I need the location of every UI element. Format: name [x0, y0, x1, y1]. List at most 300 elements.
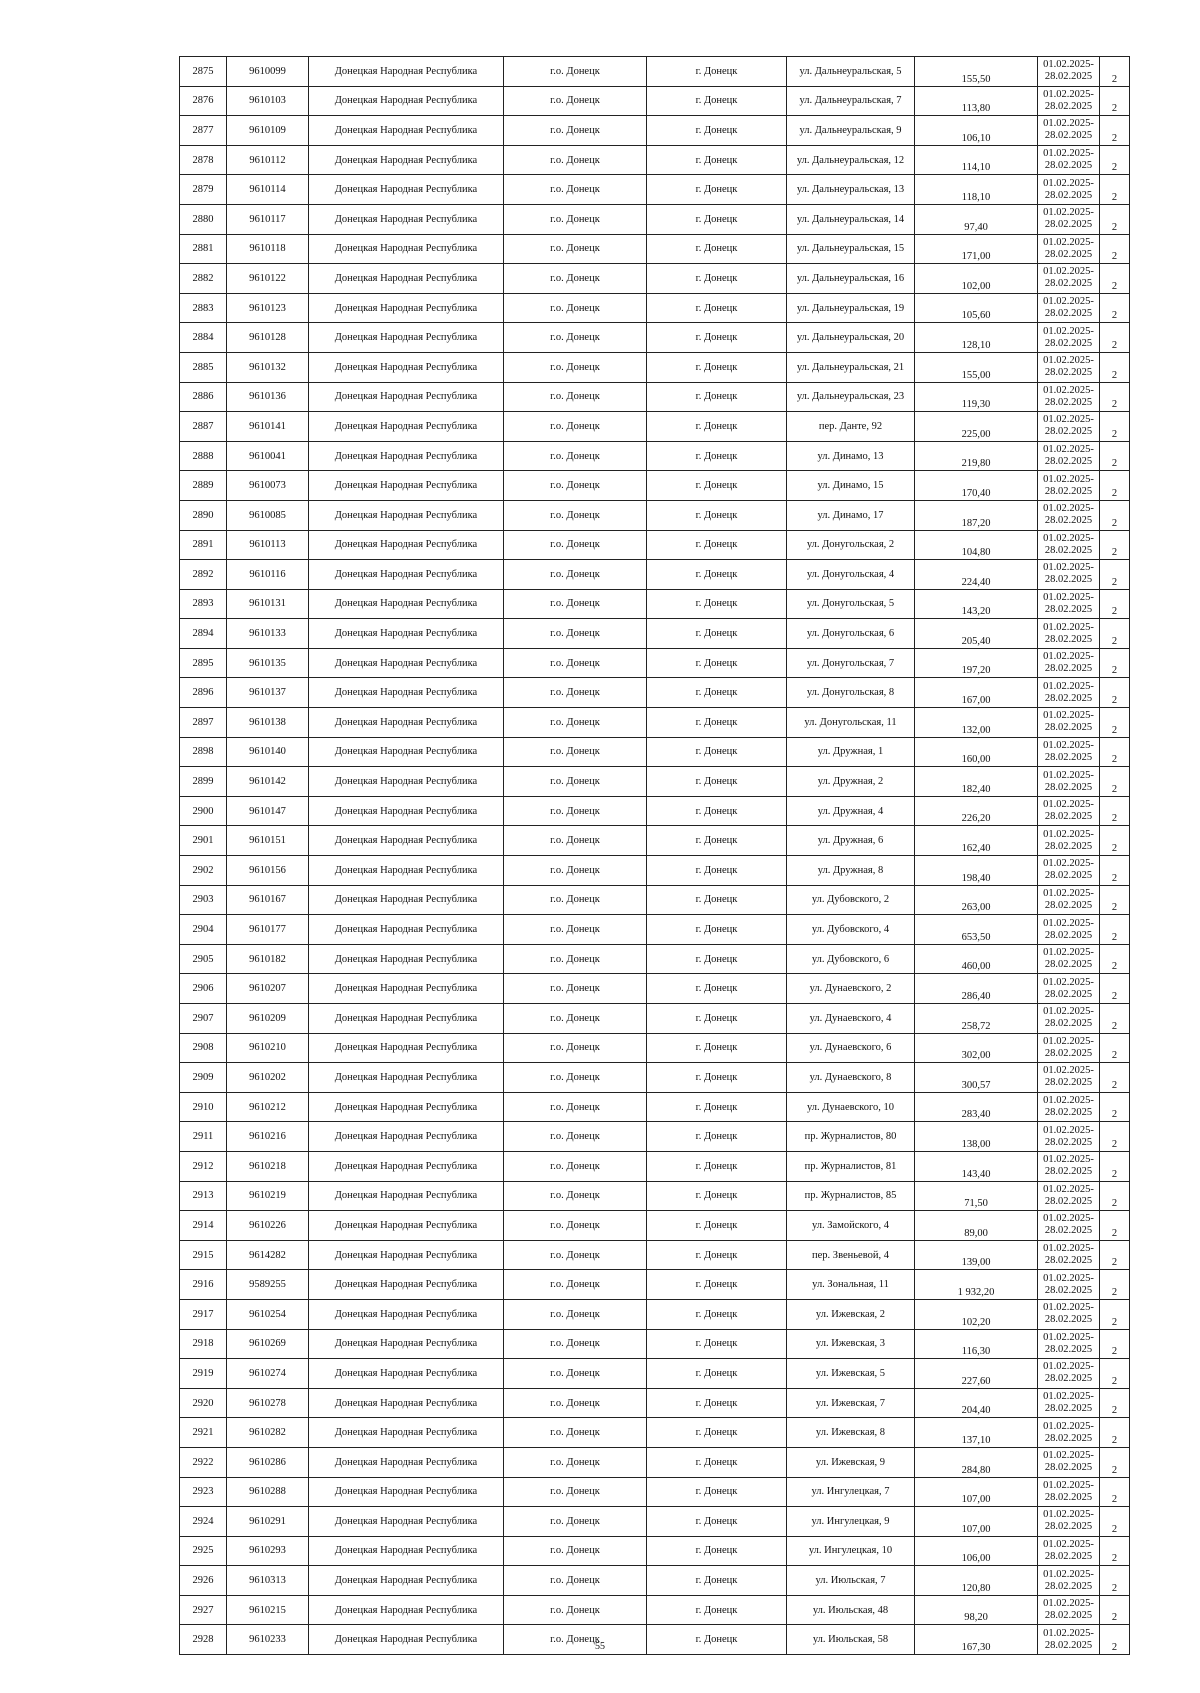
- row-number-cell: 2911: [180, 1122, 227, 1152]
- area-cell: 284,80: [915, 1447, 1038, 1477]
- row-number-cell: 2915: [180, 1240, 227, 1270]
- object-code-cell: 9610167: [227, 885, 309, 915]
- period-end: 28.02.2025: [1044, 337, 1093, 349]
- period-end: 28.02.2025: [1044, 219, 1093, 231]
- period-cell: [1038, 974, 1100, 1004]
- count-cell: 2: [1100, 678, 1130, 708]
- count-cell: 2: [1100, 382, 1130, 412]
- object-code-cell: 9610207: [227, 974, 309, 1004]
- period-start: 01.02.2025-: [1043, 414, 1094, 426]
- count-cell: 2: [1100, 234, 1130, 264]
- region-cell: Донецкая Народная Республика: [309, 1270, 504, 1300]
- table-row: [180, 737, 1130, 767]
- object-code-cell: 9610073: [227, 471, 309, 501]
- row-number-cell: 2900: [180, 796, 227, 826]
- row-number-cell: 2902: [180, 856, 227, 886]
- period-end: 28.02.2025: [1044, 781, 1093, 793]
- table-row: [180, 323, 1130, 353]
- row-number-cell: 2914: [180, 1211, 227, 1241]
- count-cell: 2: [1100, 175, 1130, 205]
- city-cell: г. Донецк: [647, 678, 787, 708]
- region-cell: Донецкая Народная Республика: [309, 767, 504, 797]
- row-number-cell: 2889: [180, 471, 227, 501]
- address-cell: ул. Дальнеуральская, 15: [787, 234, 915, 264]
- city-cell: г. Донецк: [647, 530, 787, 560]
- region-cell: Донецкая Народная Республика: [309, 1477, 504, 1507]
- table-row: [180, 1211, 1130, 1241]
- row-number-cell: 2906: [180, 974, 227, 1004]
- address-cell: ул. Дунаевского, 4: [787, 1004, 915, 1034]
- property-table-sheet: [179, 56, 1129, 1655]
- city-district-cell: г.о. Донецк: [504, 293, 647, 323]
- period-cell: [1038, 500, 1100, 530]
- table-row: [180, 1004, 1130, 1034]
- address-cell: ул. Дубовского, 2: [787, 885, 915, 915]
- address-cell: пер. Звеньевой, 4: [787, 1240, 915, 1270]
- period-start: 01.02.2025-: [1043, 207, 1094, 219]
- period-end: 28.02.2025: [1044, 1580, 1093, 1592]
- period-end: 28.02.2025: [1044, 959, 1093, 971]
- area-cell: 302,00: [915, 1033, 1038, 1063]
- region-cell: Донецкая Народная Республика: [309, 619, 504, 649]
- object-code-cell: 9610202: [227, 1063, 309, 1093]
- area-cell: 197,20: [915, 648, 1038, 678]
- object-code-cell: 9610274: [227, 1359, 309, 1389]
- count-cell: 2: [1100, 145, 1130, 175]
- area-cell: 114,10: [915, 145, 1038, 175]
- city-district-cell: г.о. Донецк: [504, 648, 647, 678]
- period-end: 28.02.2025: [1044, 1195, 1093, 1207]
- city-district-cell: г.о. Донецк: [504, 1270, 647, 1300]
- address-cell: ул. Динамо, 15: [787, 471, 915, 501]
- area-cell: 139,00: [915, 1240, 1038, 1270]
- object-code-cell: 9610138: [227, 708, 309, 738]
- period-start: 01.02.2025-: [1043, 1420, 1094, 1432]
- period-end: 28.02.2025: [1044, 1077, 1093, 1089]
- object-code-cell: 9610137: [227, 678, 309, 708]
- city-cell: г. Донецк: [647, 1151, 787, 1181]
- address-cell: ул. Дальнеуральская, 14: [787, 204, 915, 234]
- table-row: [180, 175, 1130, 205]
- area-cell: 226,20: [915, 796, 1038, 826]
- address-cell: ул. Ижевская, 9: [787, 1447, 915, 1477]
- region-cell: Донецкая Народная Республика: [309, 737, 504, 767]
- row-number-cell: 2919: [180, 1359, 227, 1389]
- city-cell: г. Донецк: [647, 737, 787, 767]
- table-row: [180, 1477, 1130, 1507]
- period-end: 28.02.2025: [1044, 988, 1093, 1000]
- area-cell: 198,40: [915, 856, 1038, 886]
- period-cell: [1038, 441, 1100, 471]
- city-cell: г. Донецк: [647, 1388, 787, 1418]
- period-end: 28.02.2025: [1044, 603, 1093, 615]
- region-cell: Донецкая Народная Республика: [309, 500, 504, 530]
- table-row: [180, 1063, 1130, 1093]
- area-cell: 205,40: [915, 619, 1038, 649]
- period-start: 01.02.2025-: [1043, 118, 1094, 130]
- row-number-cell: 2901: [180, 826, 227, 856]
- period-start: 01.02.2025-: [1043, 1095, 1094, 1107]
- table-row: [180, 293, 1130, 323]
- count-cell: 2: [1100, 1299, 1130, 1329]
- period-start: 01.02.2025-: [1043, 1006, 1094, 1018]
- table-row: [180, 708, 1130, 738]
- table-row: [180, 1447, 1130, 1477]
- count-cell: 2: [1100, 708, 1130, 738]
- period-start: 01.02.2025-: [1043, 591, 1094, 603]
- area-cell: 225,00: [915, 412, 1038, 442]
- city-cell: г. Донецк: [647, 1595, 787, 1625]
- city-cell: г. Донецк: [647, 382, 787, 412]
- object-code-cell: 9610177: [227, 915, 309, 945]
- period-end: 28.02.2025: [1044, 426, 1093, 438]
- city-district-cell: г.о. Донецк: [504, 1181, 647, 1211]
- region-cell: Донецкая Народная Республика: [309, 412, 504, 442]
- table-row: [180, 560, 1130, 590]
- period-end: 28.02.2025: [1044, 1343, 1093, 1355]
- region-cell: Донецкая Народная Республика: [309, 116, 504, 146]
- table-row: [180, 619, 1130, 649]
- period-cell: [1038, 737, 1100, 767]
- area-cell: 106,00: [915, 1536, 1038, 1566]
- table-row: [180, 1270, 1130, 1300]
- row-number-cell: 2910: [180, 1092, 227, 1122]
- period-end: 28.02.2025: [1044, 1225, 1093, 1237]
- count-cell: 2: [1100, 1240, 1130, 1270]
- area-cell: 105,60: [915, 293, 1038, 323]
- period-end: 28.02.2025: [1044, 722, 1093, 734]
- period-start: 01.02.2025-: [1043, 444, 1094, 456]
- area-cell: 89,00: [915, 1211, 1038, 1241]
- area-cell: 460,00: [915, 944, 1038, 974]
- period-end: 28.02.2025: [1044, 633, 1093, 645]
- address-cell: ул. Дальнеуральская, 23: [787, 382, 915, 412]
- period-start: 01.02.2025-: [1043, 739, 1094, 751]
- row-number-cell: 2891: [180, 530, 227, 560]
- period-end: 28.02.2025: [1044, 929, 1093, 941]
- period-cell: [1038, 1299, 1100, 1329]
- count-cell: 2: [1100, 796, 1130, 826]
- table-row: [180, 1507, 1130, 1537]
- period-end: 28.02.2025: [1044, 1166, 1093, 1178]
- area-cell: 118,10: [915, 175, 1038, 205]
- object-code-cell: 9610112: [227, 145, 309, 175]
- period-cell: [1038, 796, 1100, 826]
- address-cell: ул. Дунаевского, 2: [787, 974, 915, 1004]
- table-row: [180, 1566, 1130, 1596]
- address-cell: ул. Дубовского, 6: [787, 944, 915, 974]
- city-district-cell: г.о. Донецк: [504, 264, 647, 294]
- period-cell: [1038, 1595, 1100, 1625]
- period-end: 28.02.2025: [1044, 71, 1093, 83]
- object-code-cell: 9610142: [227, 767, 309, 797]
- period-end: 28.02.2025: [1044, 308, 1093, 320]
- city-district-cell: г.о. Донецк: [504, 1625, 647, 1655]
- region-cell: Донецкая Народная Республика: [309, 382, 504, 412]
- object-code-cell: 9610210: [227, 1033, 309, 1063]
- region-cell: Донецкая Народная Республика: [309, 708, 504, 738]
- address-cell: ул. Ижевская, 3: [787, 1329, 915, 1359]
- period-cell: [1038, 1122, 1100, 1152]
- period-cell: [1038, 412, 1100, 442]
- city-cell: г. Донецк: [647, 293, 787, 323]
- period-start: 01.02.2025-: [1043, 1391, 1094, 1403]
- city-cell: г. Донецк: [647, 826, 787, 856]
- period-start: 01.02.2025-: [1043, 799, 1094, 811]
- period-cell: [1038, 1211, 1100, 1241]
- area-cell: 653,50: [915, 915, 1038, 945]
- object-code-cell: 9610282: [227, 1418, 309, 1448]
- area-cell: 107,00: [915, 1477, 1038, 1507]
- table-row: [180, 915, 1130, 945]
- city-district-cell: г.о. Донецк: [504, 352, 647, 382]
- period-cell: [1038, 382, 1100, 412]
- area-cell: 162,40: [915, 826, 1038, 856]
- address-cell: пр. Журналистов, 81: [787, 1151, 915, 1181]
- city-district-cell: г.о. Донецк: [504, 1151, 647, 1181]
- area-cell: 137,10: [915, 1418, 1038, 1448]
- count-cell: 2: [1100, 1063, 1130, 1093]
- region-cell: Донецкая Народная Республика: [309, 1181, 504, 1211]
- region-cell: Донецкая Народная Республика: [309, 1211, 504, 1241]
- count-cell: 2: [1100, 767, 1130, 797]
- period-cell: [1038, 175, 1100, 205]
- address-cell: ул. Дальнеуральская, 9: [787, 116, 915, 146]
- region-cell: Донецкая Народная Республика: [309, 145, 504, 175]
- table-row: [180, 471, 1130, 501]
- area-cell: 283,40: [915, 1092, 1038, 1122]
- city-cell: г. Донецк: [647, 944, 787, 974]
- city-district-cell: г.о. Донецк: [504, 767, 647, 797]
- region-cell: Донецкая Народная Республика: [309, 944, 504, 974]
- count-cell: 2: [1100, 204, 1130, 234]
- city-district-cell: г.о. Донецк: [504, 560, 647, 590]
- object-code-cell: 9610293: [227, 1536, 309, 1566]
- region-cell: Донецкая Народная Республика: [309, 530, 504, 560]
- period-start: 01.02.2025-: [1043, 1361, 1094, 1373]
- row-number-cell: 2895: [180, 648, 227, 678]
- city-cell: г. Донецк: [647, 352, 787, 382]
- period-start: 01.02.2025-: [1043, 621, 1094, 633]
- period-end: 28.02.2025: [1044, 1432, 1093, 1444]
- region-cell: Донецкая Народная Республика: [309, 1151, 504, 1181]
- period-cell: [1038, 1447, 1100, 1477]
- area-cell: 258,72: [915, 1004, 1038, 1034]
- city-cell: г. Донецк: [647, 1033, 787, 1063]
- table-row: [180, 885, 1130, 915]
- region-cell: Донецкая Народная Республика: [309, 204, 504, 234]
- city-district-cell: г.о. Донецк: [504, 1240, 647, 1270]
- address-cell: ул. Дубовского, 4: [787, 915, 915, 945]
- address-cell: ул. Дружная, 8: [787, 856, 915, 886]
- count-cell: 2: [1100, 1092, 1130, 1122]
- address-cell: ул. Дальнеуральская, 19: [787, 293, 915, 323]
- region-cell: Донецкая Народная Республика: [309, 1359, 504, 1389]
- count-cell: 2: [1100, 86, 1130, 116]
- region-cell: Донецкая Народная Республика: [309, 856, 504, 886]
- period-end: 28.02.2025: [1044, 692, 1093, 704]
- count-cell: 2: [1100, 560, 1130, 590]
- period-cell: [1038, 86, 1100, 116]
- city-district-cell: г.о. Донецк: [504, 1388, 647, 1418]
- period-cell: [1038, 944, 1100, 974]
- table-row: [180, 589, 1130, 619]
- period-end: 28.02.2025: [1044, 1639, 1093, 1651]
- period-start: 01.02.2025-: [1043, 710, 1094, 722]
- object-code-cell: 9610216: [227, 1122, 309, 1152]
- table-row: [180, 530, 1130, 560]
- period-cell: [1038, 352, 1100, 382]
- city-cell: г. Донецк: [647, 1477, 787, 1507]
- row-number-cell: 2898: [180, 737, 227, 767]
- row-number-cell: 2927: [180, 1595, 227, 1625]
- period-cell: [1038, 204, 1100, 234]
- object-code-cell: 9610254: [227, 1299, 309, 1329]
- object-code-cell: 9610041: [227, 441, 309, 471]
- address-cell: ул. Дальнеуральская, 13: [787, 175, 915, 205]
- address-cell: пр. Журналистов, 85: [787, 1181, 915, 1211]
- object-code-cell: 9610141: [227, 412, 309, 442]
- count-cell: 2: [1100, 885, 1130, 915]
- table-row: [180, 826, 1130, 856]
- count-cell: 2: [1100, 323, 1130, 353]
- city-cell: г. Донецк: [647, 1507, 787, 1537]
- address-cell: ул. Дальнеуральская, 7: [787, 86, 915, 116]
- property-table: [179, 56, 1130, 1655]
- city-district-cell: г.о. Донецк: [504, 915, 647, 945]
- period-start: 01.02.2025-: [1043, 148, 1094, 160]
- city-district-cell: г.о. Донецк: [504, 57, 647, 87]
- period-end: 28.02.2025: [1044, 248, 1093, 260]
- period-start: 01.02.2025-: [1043, 473, 1094, 485]
- count-cell: 2: [1100, 1359, 1130, 1389]
- period-end: 28.02.2025: [1044, 1314, 1093, 1326]
- period-end: 28.02.2025: [1044, 485, 1093, 497]
- city-cell: г. Донецк: [647, 412, 787, 442]
- table-row: [180, 1536, 1130, 1566]
- row-number-cell: 2920: [180, 1388, 227, 1418]
- address-cell: ул. Донугольская, 4: [787, 560, 915, 590]
- row-number-cell: 2878: [180, 145, 227, 175]
- count-cell: 2: [1100, 1388, 1130, 1418]
- period-cell: [1038, 826, 1100, 856]
- count-cell: 2: [1100, 1477, 1130, 1507]
- table-row: [180, 648, 1130, 678]
- row-number-cell: 2883: [180, 293, 227, 323]
- city-cell: г. Донецк: [647, 234, 787, 264]
- period-end: 28.02.2025: [1044, 1284, 1093, 1296]
- city-district-cell: г.о. Донецк: [504, 1033, 647, 1063]
- table-row: [180, 1359, 1130, 1389]
- period-start: 01.02.2025-: [1043, 1568, 1094, 1580]
- region-cell: Донецкая Народная Республика: [309, 974, 504, 1004]
- table-row: [180, 1388, 1130, 1418]
- period-end: 28.02.2025: [1044, 544, 1093, 556]
- count-cell: 2: [1100, 264, 1130, 294]
- period-start: 01.02.2025-: [1043, 1538, 1094, 1550]
- address-cell: ул. Дальнеуральская, 5: [787, 57, 915, 87]
- city-cell: г. Донецк: [647, 1536, 787, 1566]
- count-cell: 2: [1100, 1151, 1130, 1181]
- count-cell: 2: [1100, 589, 1130, 619]
- table-row: [180, 767, 1130, 797]
- period-start: 01.02.2025-: [1043, 917, 1094, 929]
- address-cell: ул. Динамо, 17: [787, 500, 915, 530]
- city-cell: г. Донецк: [647, 1181, 787, 1211]
- table-row: [180, 944, 1130, 974]
- address-cell: ул. Июльская, 7: [787, 1566, 915, 1596]
- period-cell: [1038, 885, 1100, 915]
- period-end: 28.02.2025: [1044, 1107, 1093, 1119]
- area-cell: 155,00: [915, 352, 1038, 382]
- count-cell: 2: [1100, 826, 1130, 856]
- period-cell: [1038, 145, 1100, 175]
- period-end: 28.02.2025: [1044, 189, 1093, 201]
- city-cell: г. Донецк: [647, 204, 787, 234]
- period-cell: [1038, 234, 1100, 264]
- count-cell: 2: [1100, 1004, 1130, 1034]
- city-cell: г. Донецк: [647, 1240, 787, 1270]
- table-row: [180, 441, 1130, 471]
- region-cell: Донецкая Народная Республика: [309, 293, 504, 323]
- city-district-cell: г.о. Донецк: [504, 589, 647, 619]
- city-district-cell: г.о. Донецк: [504, 678, 647, 708]
- region-cell: Донецкая Народная Республика: [309, 1507, 504, 1537]
- city-cell: г. Донецк: [647, 1566, 787, 1596]
- object-code-cell: 9610218: [227, 1151, 309, 1181]
- city-district-cell: г.о. Донецк: [504, 1566, 647, 1596]
- object-code-cell: 9610212: [227, 1092, 309, 1122]
- table-row: [180, 204, 1130, 234]
- city-district-cell: г.о. Донецк: [504, 1329, 647, 1359]
- region-cell: Донецкая Народная Республика: [309, 885, 504, 915]
- object-code-cell: 9589255: [227, 1270, 309, 1300]
- object-code-cell: 9610313: [227, 1566, 309, 1596]
- city-district-cell: г.о. Донецк: [504, 175, 647, 205]
- region-cell: Донецкая Народная Республика: [309, 1033, 504, 1063]
- period-end: 28.02.2025: [1044, 1373, 1093, 1385]
- city-district-cell: г.о. Донецк: [504, 826, 647, 856]
- row-number-cell: 2875: [180, 57, 227, 87]
- count-cell: 2: [1100, 293, 1130, 323]
- period-start: 01.02.2025-: [1043, 355, 1094, 367]
- city-district-cell: г.о. Донецк: [504, 1004, 647, 1034]
- period-end: 28.02.2025: [1044, 1550, 1093, 1562]
- city-district-cell: г.о. Донецк: [504, 204, 647, 234]
- area-cell: 1 932,20: [915, 1270, 1038, 1300]
- period-start: 01.02.2025-: [1043, 1065, 1094, 1077]
- region-cell: Донецкая Народная Республика: [309, 1566, 504, 1596]
- period-cell: [1038, 1418, 1100, 1448]
- period-cell: [1038, 1181, 1100, 1211]
- period-end: 28.02.2025: [1044, 1047, 1093, 1059]
- object-code-cell: 9610226: [227, 1211, 309, 1241]
- row-number-cell: 2912: [180, 1151, 227, 1181]
- object-code-cell: 9610136: [227, 382, 309, 412]
- region-cell: Донецкая Народная Республика: [309, 1388, 504, 1418]
- object-code-cell: 9610233: [227, 1625, 309, 1655]
- count-cell: 2: [1100, 1329, 1130, 1359]
- period-cell: [1038, 767, 1100, 797]
- period-end: 28.02.2025: [1044, 1462, 1093, 1474]
- city-district-cell: г.о. Донецк: [504, 412, 647, 442]
- area-cell: 155,50: [915, 57, 1038, 87]
- address-cell: ул. Донугольская, 2: [787, 530, 915, 560]
- object-code-cell: 9610116: [227, 560, 309, 590]
- address-cell: ул. Ижевская, 8: [787, 1418, 915, 1448]
- city-district-cell: г.о. Донецк: [504, 500, 647, 530]
- address-cell: ул. Дальнеуральская, 21: [787, 352, 915, 382]
